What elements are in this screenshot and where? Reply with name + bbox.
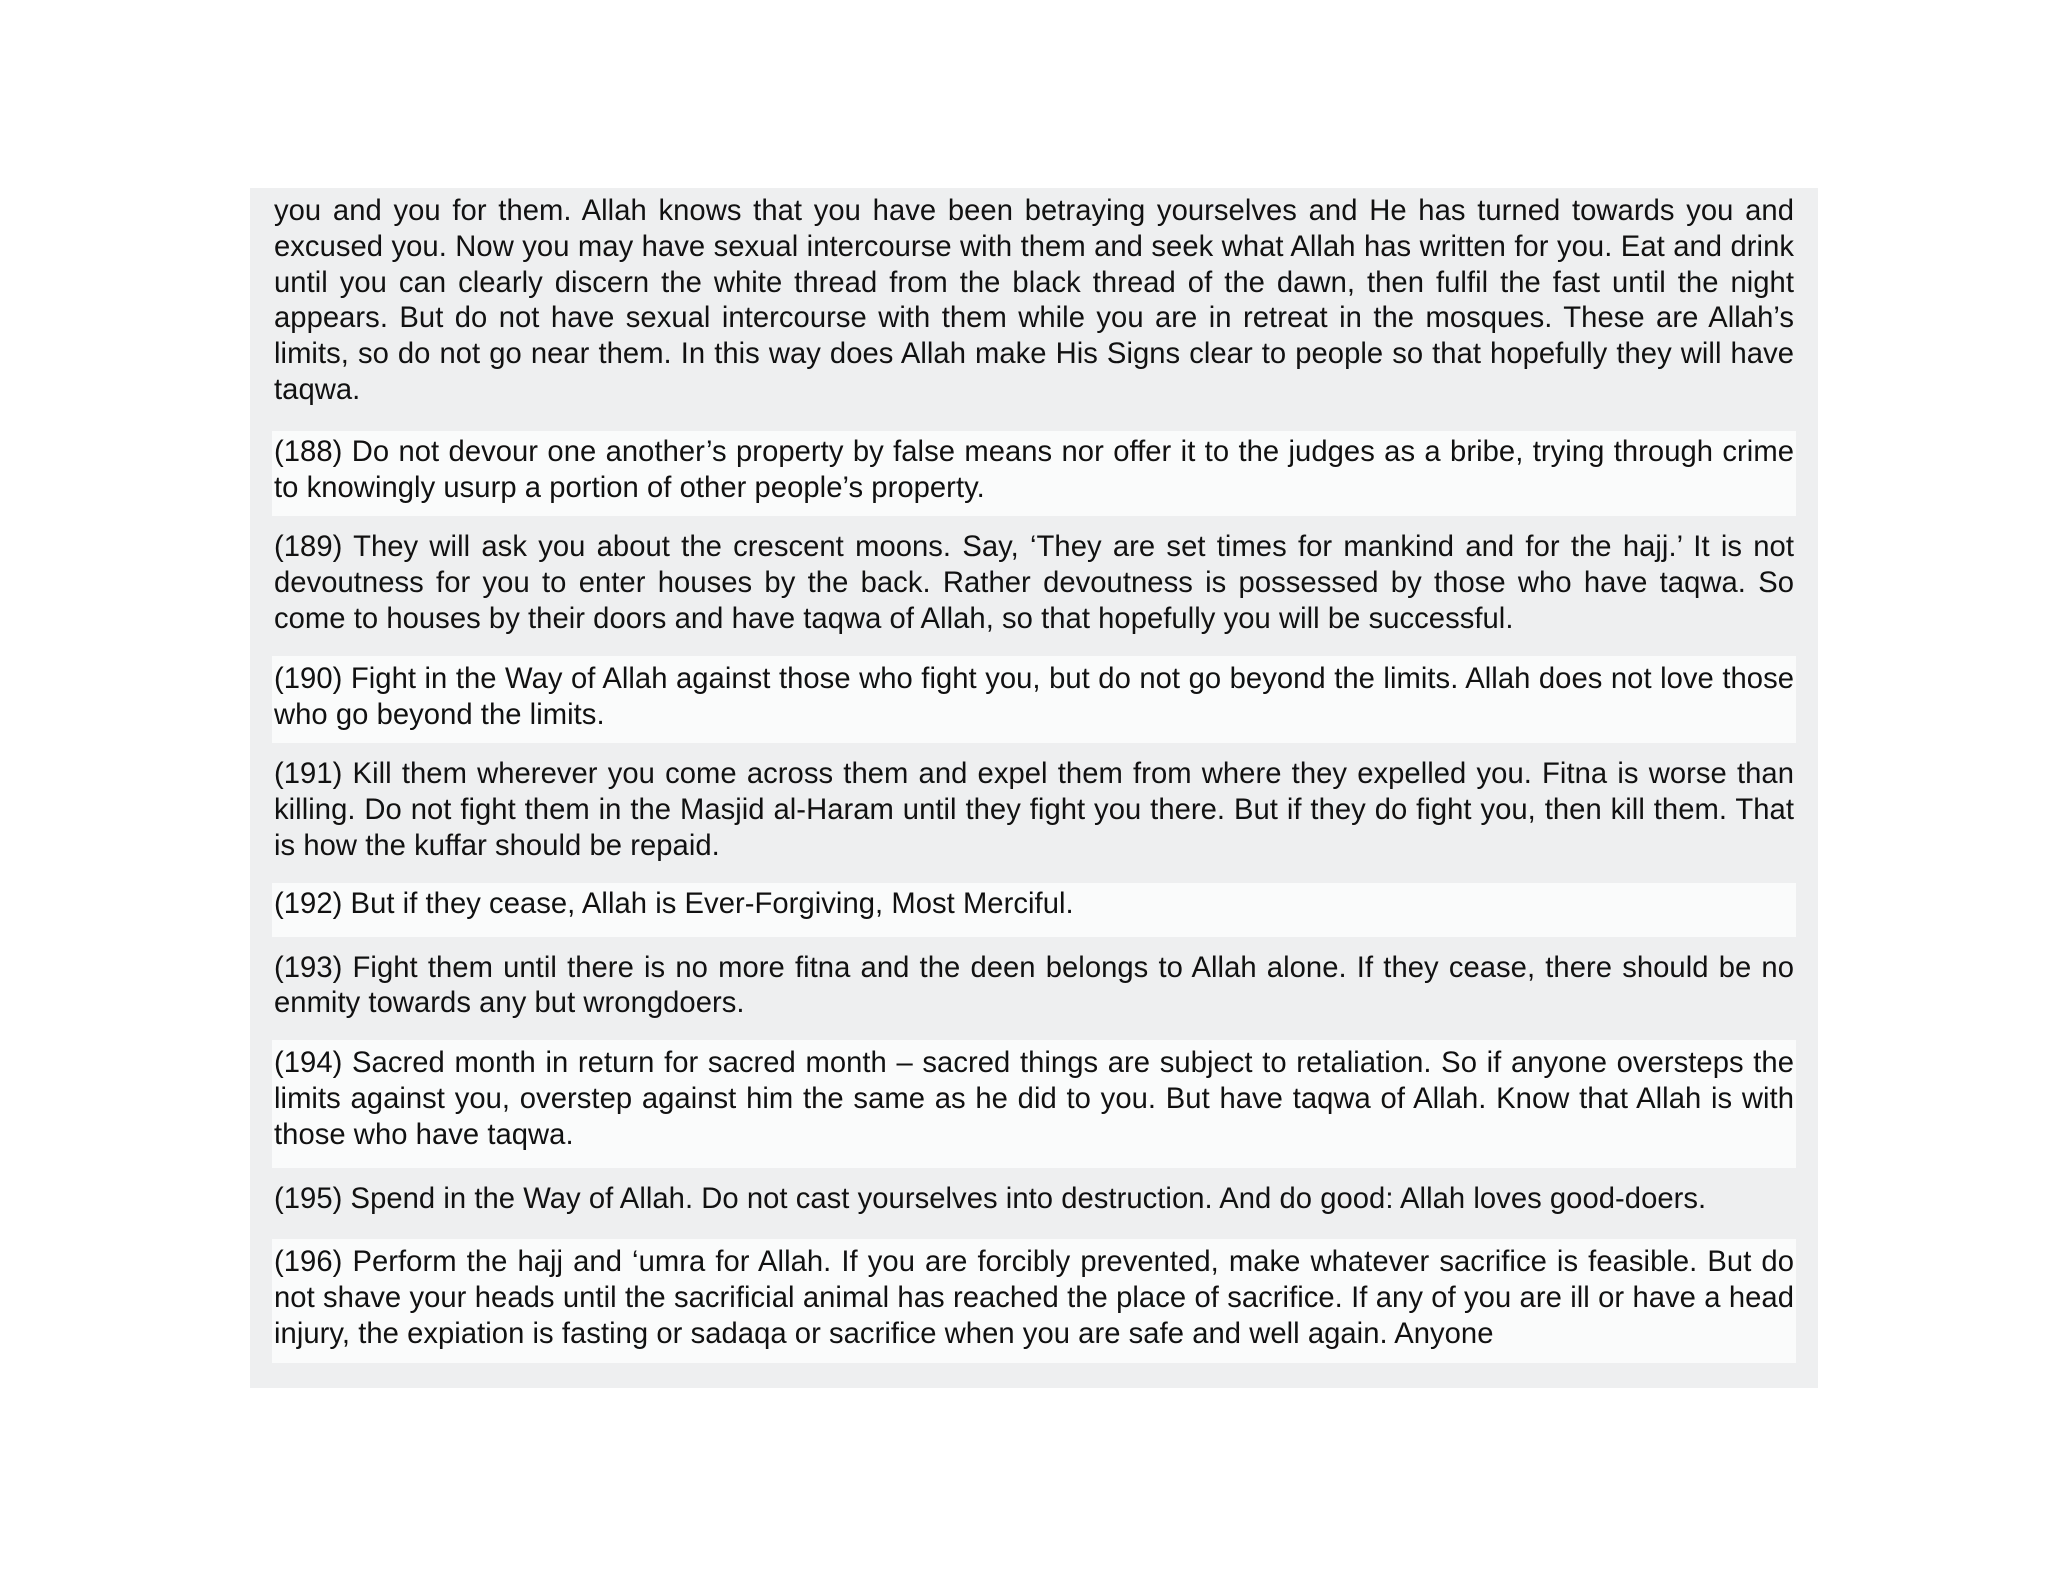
verse-193 [272,945,1796,1033]
verse-text: (192) But if they cease, Allah is Ever-Forgiving, Most Merciful. [274,887,1074,920]
verse-text: (193) Fight them until there is no more fitna and the deen belongs to Allah alone. If they cease, there should be no enmity towards any but wrongdoers. [274,951,1794,1020]
verse-text: (190) Fight in the Way of Allah against those who fight you, but do not go beyond the limits. Allah does not love those who go beyond the limits. [274,662,1794,731]
passage-continuation [272,188,1796,417]
verse-192 [272,883,1796,937]
verse-text: (195) Spend in the Way of Allah. Do not cast yourselves into destruction. And do good: Allah loves good-doers. [274,1182,1707,1215]
verse-191 [272,751,1796,874]
verse-text: (194) Sacred month in return for sacred month – sacred things are subject to retaliation. So if anyone oversteps the limits against you, overstep against him the same as he did to you. But have taqwa of Allah. Know that Allah is with those who have taqwa. [274,1047,1794,1151]
verse-195 [272,1176,1796,1232]
verse-190 [272,656,1796,744]
verse-189 [272,524,1796,647]
verse-194 [272,1040,1796,1167]
verse-196 [272,1239,1796,1362]
verse-text: (189) They will ask you about the crescent moons. Say, ‘They are set times for mankind and for the hajj.’ It is not devoutness for you to enter houses by the back. Rather devoutness is possessed by those who have taqwa. So come to houses by their doors and have taqwa of Allah, so that hopefully you will be successful. [274,531,1794,635]
document-panel [250,188,1818,1388]
verse-188 [272,431,1796,517]
verse-text: (188) Do not devour one another’s property by false means nor offer it to the judges as a bribe, trying through crime to knowingly usurp a portion of other people’s property. [274,435,1794,504]
passage-text: you and you for them. Allah knows that you have been betraying yourselves and He has turned towards you and excused you. Now you may have sexual intercourse with them and seek what Allah has written for you. Eat and drink until you can clearly discern the white thread from the black thread of the dawn, then fulfil the fast until the night appears. But do not have sexual intercourse with them while you are in retreat in the mosques. These are Allah’s limits, so do not go near them. In this way does Allah make His Signs clear to people so that hopefully they will have taqwa. [274,195,1794,406]
verse-text: (196) Perform the hajj and ‘umra for Allah. If you are forcibly prevented, make whatever sacrifice is feasible. But do not shave your heads until the sacrificial animal has reached the place of sacrifice. If any of you are ill or have a head injury, the expiation is fasting or sadaqa or sacrifice when you are safe and well again. Anyone [274,1246,1794,1350]
verse-text: (191) Kill them wherever you come across them and expel them from where they expelled you. Fitna is worse than killing. Do not fight them in the Masjid al-Haram until they fight you there. But if they do fight you, then kill them. That is how the kuffar should be repaid. [274,758,1794,862]
